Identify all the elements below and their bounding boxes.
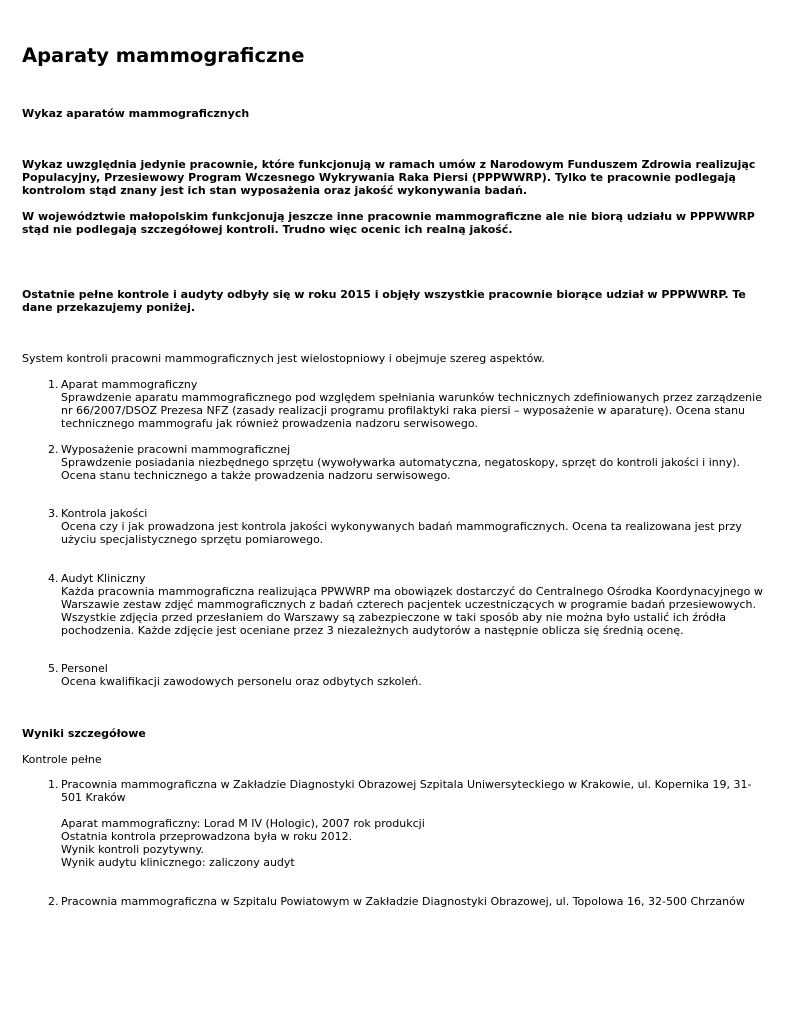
aspect-number: 1. (48, 378, 59, 391)
system-intro: System kontroli pracowni mammograficznych jest wielostopniowy i obejmuje szereg aspektów. (22, 352, 545, 365)
aspect-description: Każda pracownia mammograficzna realizująca PPWWRP ma obowiązek dostarczyć do Centralnego Ośrodka Koordynacyjnego w Warszawie zestaw zdjęć mammograficznych z badań czterech pacjentek uczestniczących w programie badań przesiewowych. Wszystkie zdjęcia przed przesłaniem do Warszawy są zabezpieczone w taki sposób aby nie można było ustalić ich źródła pochodzenia. Każde zdjęcie jest oceniane przez 3 niezależnych audytorów a następnie oblicza się średnią ocenę. (61, 585, 763, 637)
facility-number: 1. (48, 778, 59, 791)
facility-name: Pracownia mammograficzna w Szpitalu Powiatowym w Zakładzie Diagnostyki Obrazowej, ul. Topolowa 16, 32-500 Chrzanów (61, 895, 745, 908)
aspect-title: Personel (61, 662, 108, 675)
results-heading: Wyniki szczegółowe (22, 727, 146, 740)
facility-number: 2. (48, 895, 59, 908)
aspect-number: 4. (48, 572, 59, 585)
aspect-title: Wyposażenie pracowni mammograficznej (61, 443, 291, 456)
facility-name: Pracownia mammograficzna w Zakładzie Diagnostyki Obrazowej Szpitala Uniwersyteckiego w Krakowie, ul. Kopernika 19, 31-501 Kraków (61, 778, 752, 804)
facility-audit-result: Wynik audytu klinicznego: zaliczony audyt (61, 856, 295, 869)
aspect-description: Sprawdzenie posiadania niezbędnego sprzętu (wywoływarka automatyczna, negatoskopy, sprzęt do kontroli jakości i inny). Ocena stanu technicznego a także prowadzenia nadzoru serwisowego. (61, 456, 740, 482)
aspect-title: Aparat mammograficzny (61, 378, 198, 391)
aspect-title: Audyt Kliniczny (61, 572, 146, 585)
facility-control-result: Wynik kontroli pozytywny. (61, 843, 204, 856)
aspect-description: Ocena kwalifikacji zawodowych personelu oraz odbytych szkoleń. (61, 675, 422, 688)
aspect-description: Sprawdzenie aparatu mammograficznego pod względem spełniania warunków technicznych zdefiniowanych przez zarządzenie nr 66/2007/DSOZ Prezesa NFZ (zasady realizacji programu profilaktyki raka piersi – wyposażenie w aparaturę). Ocena stanu technicznego mammografu jak również prowadzenia nadzoru serwisowego. (61, 391, 762, 430)
facility-device: Aparat mammograficzny: Lorad M IV (Hologic), 2007 rok produkcji (61, 817, 425, 830)
aspect-number: 2. (48, 443, 59, 456)
aspect-number: 5. (48, 662, 59, 675)
intro-paragraph-1: Wykaz uwzględnia jedynie pracownie, które funkcjonują w ramach umów z Narodowym Funduszem Zdrowia realizując Populacyjny, Przesiewowy Program Wczesnego Wykrywania Raka Piersi (PPPWWRP). Tylko te pracownie podlegają kontrolom stąd znany jest ich stan wyposażenia oraz jakość wykonywania badań. (22, 158, 756, 197)
aspect-number: 3. (48, 507, 59, 520)
aspect-title: Kontrola jakości (61, 507, 148, 520)
intro-paragraph-2: W województwie małopolskim funkcjonują jeszcze inne pracownie mammograficzne ale nie biorą udziału w PPPWWRP stąd nie podlegają szczegółowej kontroli. Trudno więc ocenic ich realną jakość. (22, 210, 755, 236)
page-title: Aparaty mammograficzne (22, 44, 305, 67)
aspect-description: Ocena czy i jak prowadzona jest kontrola jakości wykonywanych badań mammograficznych. Ocena ta realizowana jest przy użyciu specjalistycznego sprzętu pomiarowego. (61, 520, 742, 546)
page-subtitle: Wykaz aparatów mammograficznych (22, 107, 250, 120)
facility-last-control: Ostatnia kontrola przeprowadzona była w roku 2012. (61, 830, 353, 843)
full-controls-label: Kontrole pełne (22, 753, 102, 766)
audit-note: Ostatnie pełne kontrole i audyty odbyły się w roku 2015 i objęły wszystkie pracownie biorące udział w PPPWWRP. Te dane przekazujemy poniżej. (22, 288, 746, 314)
